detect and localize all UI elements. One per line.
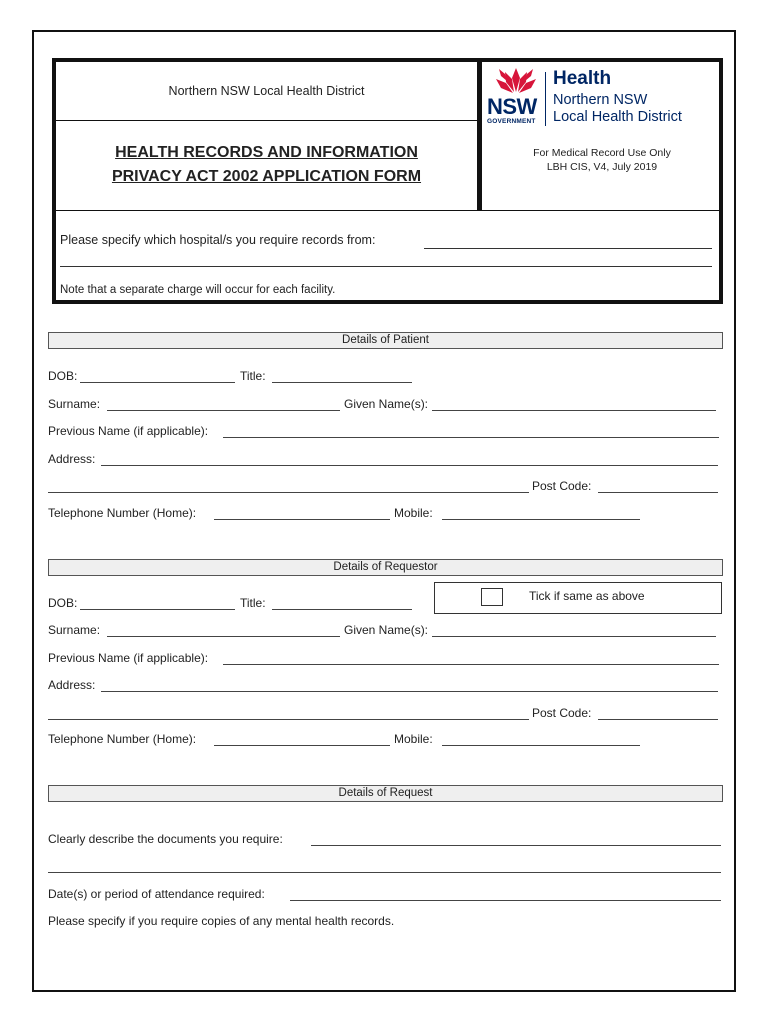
government-wordmark: GOVERNMENT (487, 118, 536, 125)
request-dates-label: Date(s) or period of attendance required: (48, 887, 265, 901)
patient-address-label: Address: (48, 452, 96, 466)
request-dates-field[interactable] (290, 900, 721, 901)
nsw-health-logo (485, 66, 721, 128)
header-left (56, 62, 482, 210)
requestor-address-field-line2[interactable] (48, 719, 529, 720)
form-title-line1: HEALTH RECORDS AND INFORMATION (115, 144, 418, 161)
requestor-address-label: Address: (48, 678, 96, 692)
requestor-mobile-label: Mobile: (394, 732, 433, 746)
hospital-field-line2[interactable] (60, 266, 712, 267)
organisation-name: Northern NSW Local Health District (56, 62, 477, 121)
hospital-question: Please specify which hospital/s you require records from: (60, 233, 376, 247)
requestor-title-label: Title: (240, 596, 266, 610)
facility-charge-note: Note that a separate charge will occur for each facility. (60, 284, 336, 296)
same-as-above-label: Tick if same as above (529, 589, 645, 603)
form-header (52, 58, 723, 304)
requestor-post-code-label: Post Code: (532, 706, 592, 720)
patient-telephone-field[interactable] (214, 519, 390, 520)
hospital-field[interactable] (424, 248, 712, 249)
requestor-previous-name-label: Previous Name (if applicable): (48, 651, 209, 665)
patient-address-field-line2[interactable] (48, 492, 529, 493)
form-page (32, 30, 736, 992)
requestor-previous-name-field[interactable] (223, 664, 719, 665)
patient-previous-name-label: Previous Name (if applicable): (48, 424, 209, 438)
section-bar-request: Details of Request (48, 785, 723, 802)
patient-address-field[interactable] (101, 465, 718, 466)
request-documents-field-line2[interactable] (48, 872, 721, 873)
patient-dob-field[interactable] (80, 382, 235, 383)
requestor-dob-field[interactable] (80, 609, 235, 610)
patient-dob-label: DOB: (48, 369, 78, 383)
patient-mobile-label: Mobile: (394, 506, 433, 520)
patient-mobile-field[interactable] (442, 519, 640, 520)
request-mental-health-label: Please specify if you require copies of any mental health records. (48, 914, 395, 928)
patient-surname-field[interactable] (107, 410, 340, 411)
usage-line2: LBH CIS, V4, July 2019 (546, 161, 658, 173)
patient-surname-label: Surname: (48, 397, 101, 411)
patient-post-code-label: Post Code: (532, 479, 592, 493)
requestor-post-code-field[interactable] (598, 719, 718, 720)
logo-health: Health (553, 68, 612, 89)
logo-divider (545, 72, 546, 126)
requestor-given-names-label: Given Name(s): (344, 623, 429, 637)
requestor-telephone-field[interactable] (214, 745, 390, 746)
form-title-line2: PRIVACY ACT 2002 APPLICATION FORM (111, 168, 422, 185)
requestor-telephone-label: Telephone Number (Home): (48, 732, 197, 746)
request-documents-label: Clearly describe the documents you require: (48, 832, 283, 846)
requestor-surname-field[interactable] (107, 636, 340, 637)
patient-given-names-field[interactable] (432, 410, 716, 411)
patient-given-names-label: Given Name(s): (344, 397, 429, 411)
patient-title-field[interactable] (272, 382, 412, 383)
requestor-dob-label: DOB: (48, 596, 78, 610)
medical-record-use (485, 146, 719, 174)
section-bar-requestor: Details of Requestor (48, 559, 723, 576)
header-divider (56, 210, 719, 211)
requestor-given-names-field[interactable] (432, 636, 716, 637)
same-as-above-checkbox[interactable] (481, 588, 503, 606)
logo-line3: Local Health District (553, 109, 682, 125)
form-title (56, 120, 477, 210)
usage-line1: For Medical Record Use Only (533, 147, 671, 159)
same-as-above-box (434, 582, 722, 614)
logo-line2: Northern NSW (553, 92, 648, 108)
requestor-mobile-field[interactable] (442, 745, 640, 746)
section-bar-patient: Details of Patient (48, 332, 723, 349)
waratah-icon (491, 66, 541, 96)
patient-telephone-label: Telephone Number (Home): (48, 506, 197, 520)
request-documents-field[interactable] (311, 845, 721, 846)
patient-post-code-field[interactable] (598, 492, 718, 493)
nsw-wordmark: NSW (487, 94, 537, 119)
requestor-title-field[interactable] (272, 609, 412, 610)
patient-title-label: Title: (240, 369, 266, 383)
requestor-surname-label: Surname: (48, 623, 101, 637)
patient-previous-name-field[interactable] (223, 437, 719, 438)
requestor-address-field[interactable] (101, 691, 718, 692)
